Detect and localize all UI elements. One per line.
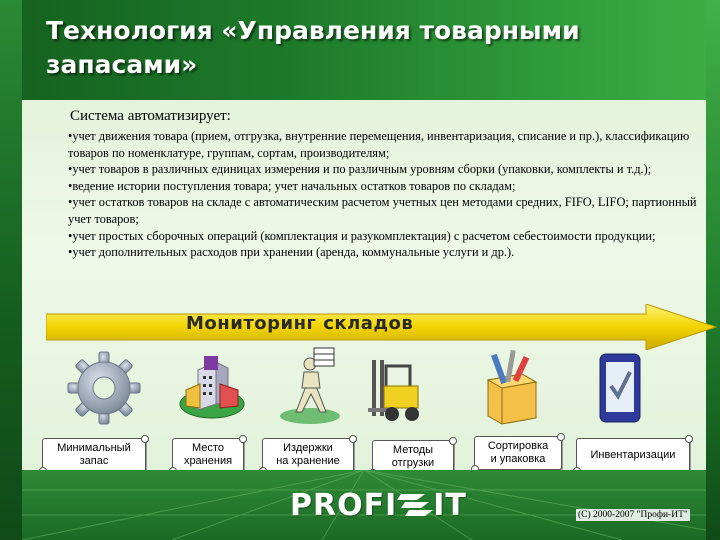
module-storage-costs <box>262 438 354 472</box>
warehouse-icon <box>176 352 248 422</box>
module-label: Инвентаризации <box>590 448 676 461</box>
bullet-item: •учет дополнительных расходов при хранении (аренда, коммунальные услуги и др.). <box>68 245 515 260</box>
left-green-bar <box>0 0 22 540</box>
module-label: и упаковка <box>490 453 546 465</box>
checklist-tablet-icon <box>596 352 644 424</box>
module-label: на хранение <box>276 455 340 467</box>
logo-text-right: IT <box>433 487 467 523</box>
module-label: Сортировка <box>487 440 549 452</box>
module-label: хранения <box>183 455 233 467</box>
module-label: Минимальный <box>57 442 131 454</box>
module-label: запас <box>79 455 109 467</box>
module-storage-place <box>172 438 244 472</box>
bullet-list <box>68 128 698 261</box>
bullet-item: •ведение истории поступления товара; учет начальных остатков товаров по складам; <box>68 178 516 193</box>
bullet-item: •учет остатков товаров на складе с автоматическим расчетом учетных цен методами средних, FIFO, LIFO; партионный учет товаров; <box>68 195 697 226</box>
logo-mark-icon <box>397 490 433 520</box>
module-shipping-methods <box>372 440 454 474</box>
module-label: Место <box>192 442 224 454</box>
intro-text: Система автоматизирует: <box>70 108 231 124</box>
profi-it-logo <box>290 487 467 523</box>
module-label: Методы <box>392 444 434 456</box>
toolbox-icon <box>482 348 542 426</box>
slide-title <box>46 14 686 82</box>
module-label: Издержки <box>283 442 333 454</box>
forklift-icon <box>366 352 426 424</box>
logo-text-left: PROFI <box>290 487 398 523</box>
bullet-item: •учет движения товара (прием, отгрузка, внутренние перемещения, инвентаризация, списание и пр.), классификацию товаров по номенклатуре, группам, сортам, производителям; <box>68 129 690 160</box>
right-green-bar <box>706 0 720 540</box>
bullet-item: •учет простых сборочных операций (комплектация и разукомплектация) с расчетом себестоимости продукции; <box>68 228 656 243</box>
module-min-stock <box>42 438 146 472</box>
content-panel <box>22 100 706 488</box>
title-line-2: запасами» <box>46 50 198 79</box>
bullet-item: •учет товаров в различных единицах измерения и по различным уровням сборки (упаковки, комплекты и т.д.); <box>68 162 652 177</box>
gear-icon <box>66 350 142 426</box>
module-label: отгрузки <box>391 457 435 469</box>
arrow-label: Мониторинг складов <box>186 313 414 334</box>
copyright-text: (C) 2000-2007 "Профи-ИТ" <box>578 510 688 520</box>
title-line-1: Технология «Управления товарными <box>46 16 580 45</box>
worker-carrying-boxes-icon <box>276 346 344 426</box>
module-inventory <box>576 438 690 472</box>
module-sorting-packing <box>474 436 562 470</box>
